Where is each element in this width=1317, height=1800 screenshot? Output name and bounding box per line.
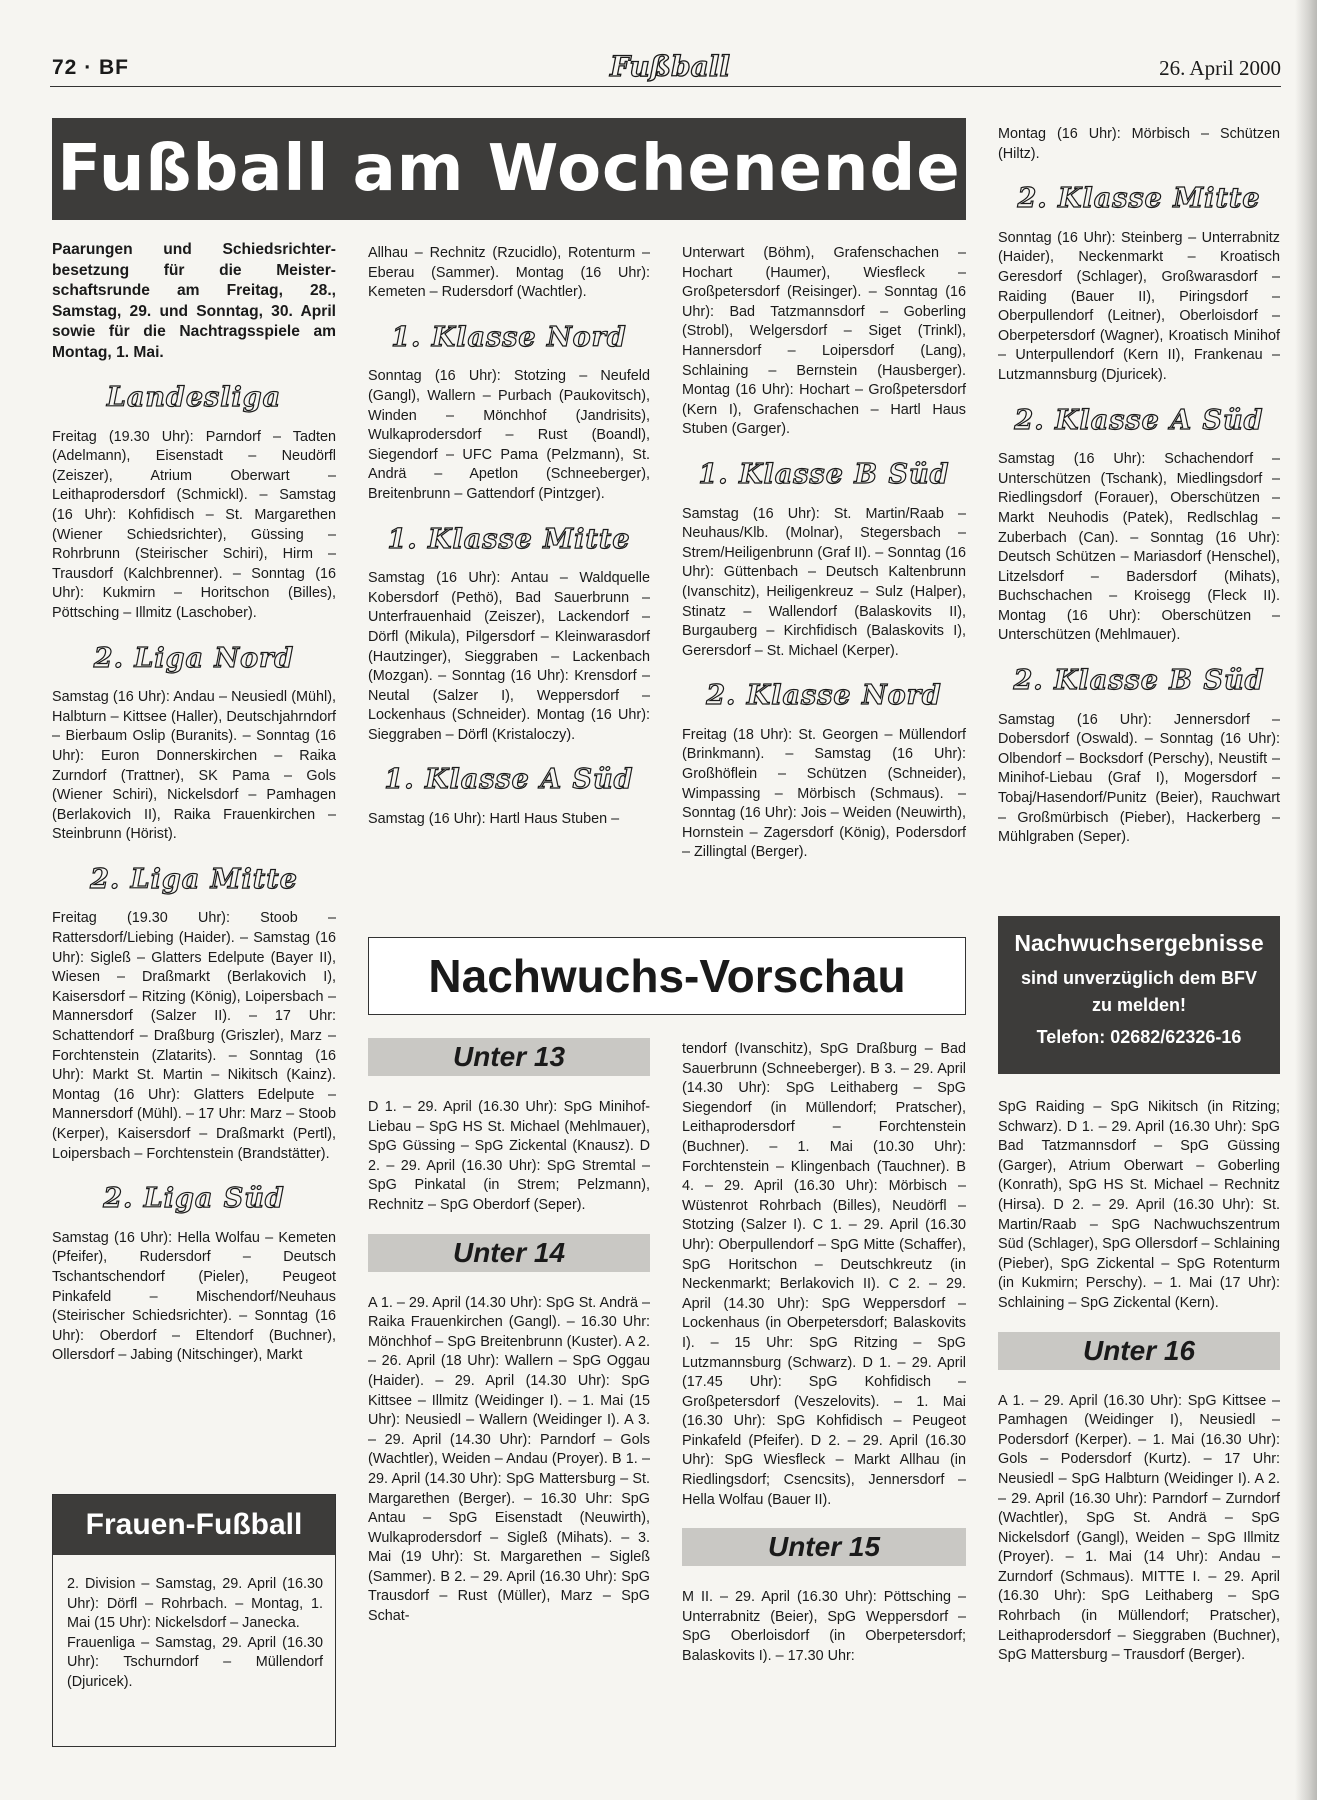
text-liga-mitte: Freitag (19.30 Uhr): Stoob – Rattersdorf/Liebing (Haider). – Samstag (16 Uhr): Sigleß – Glatters Edelpute (Bayer II), Wiesen – Draßmarkt (Berlakovich I), Kaisersdorf – Ritzing (König), Loipersbach – Mannersdorf (Salzer II). – 17 Uhr: Schattendorf – Draßburg (Griszler), Marz – Forchtenstein (Zlatarits). – Sonntag (16 Uhr): Markt St. Martin – Nikitsch (Kainz). Montag (16 Uhr): Glatters Edelpute – Mannersdorf (Mühl). – 17 Uhr: Marz – Stoob (Kerper), Kaisersdorf – Draßmarkt (Pertl), Loipersbach – Forchtenstein (Brandstätter). xyxy=(52,910,336,1162)
heading-k2-b-sued: 2. Klasse B Süd xyxy=(1013,665,1265,697)
text-liga-sued: Samstag (16 Uhr): Hella Wolfau – Kemeten (Pfeifer), Rudersdorf – Deutsch Tschantschendorf (Pieler), Peugeot Pinkafeld – Mischendorf/Neuhaus (Steirischer Schiedsrichter). – Sonntag (16 Uhr): Oberdorf – Eltendorf (Buchner), Ollersdorf – Jabing (Nitschinger), Markt xyxy=(52,1229,336,1364)
text-unter-13: D 1. – 29. April (16.30 Uhr): SpG Minihof-Liebau – SpG HS St. Michael (Mehlmauer), SpG Güssing – SpG Zickental (Knausz). D 2. – 29. April (16.30 Uhr): SpG Stremtal – SpG Pinkatal (in Strem; Pelzmann), Rechnitz – SpG Oberdorf (Seper). xyxy=(368,1099,650,1213)
heading-k2-nord: 2. Klasse Nord xyxy=(706,680,942,712)
heading-liga-mitte: 2. Liga Mitte xyxy=(90,863,298,895)
text-col4-top: Montag (16 Uhr): Mörbisch – Schützen (Hiltz). xyxy=(998,126,1280,162)
text-unter-14: A 1. – 29. April (14.30 Uhr): SpG St. Andrä – Raika Frauenkirchen (Gangl). – 16.30 Uhr: Mönchhof – SpG Breitenbrunn (Kuster). A 2. – 26. April (18 Uhr): Wallern – SpG Oggau (Haider). – 29. April (14.30 Uhr): SpG Kittsee – Illmitz (Weidinger I). – 1. Mai (15 Uhr): Neusiedl – Wallern (Weidinger I). A 3. – 29. April (14.30 Uhr): Parndorf – Gols (Wachtler), Weiden – Andau (Proyer). B 1. – 29. April (14.30 Uhr): SpG Mattersburg – St. Margarethen (Berger). – 16.30 Uhr: SpG Antau – SpG Eisenstadt (Neuwirth), Wulkaprodersdorf – Sigleß (Mihats). – 3. Mai (19 Uhr): St. Margarethen – Sigleß (Sammer). B 2. – 29. April (16.30 Uhr): SpG Trausdorf – Rust (Müller), Marz – SpG Schat- xyxy=(368,1294,650,1625)
text-unter-16: A 1. – 29. April (16.30 Uhr): SpG Kittsee – Pamhagen (Weidinger I), Neusiedl – Podersdorf (Kerper). – 1. Mai (16.30 Uhr): Gols – Podersdorf (Kurtz). – 17 Uhr: Neusiedl – SpG Halbturn (Weidinger I). A 2. – 29. April (16.30 Uhr): Parndorf – Zurndorf (Wachtler), SpG St. Andrä – SpG Nickelsdorf (Gangl), Weiden – SpG Illmitz (Proyer). – 1. Mai (14 Uhr): Andau – Zurndorf (Schmaus). MITTE I. – 29. April (16.30 Uhr): SpG Leithaberg – SpG Rohrbach (in Müllendorf; Pratscher), Leithaprodersdorf – Sieggraben (Buchner), SpG Mattersburg – Trausdorf (Berger). xyxy=(998,1392,1280,1664)
text-k1-mitte: Samstag (16 Uhr): Antau – Waldquelle Kobersdorf (Pethö), Bad Sauerbrunn – Unterfrauenhaid (Zeiszer), Lackendorf – Dörfl (Mikula), Pilgersdorf – Kleinwarasdorf (Hautzinger), Sieggraben – Lackenbach (Mozgan). – Sonntag (16 Uhr): Krensdorf – Neutal (Salzer I), Weppersdorf – Lockenhaus (Schneider). Montag (16 Uhr): Sieggraben – Dörfl (Kristaloczy). xyxy=(368,570,650,743)
ergebnisse-line-2: zu melden! xyxy=(1091,995,1186,1015)
text-k1-a-sued: Samstag (16 Uhr): Hartl Haus Stuben – xyxy=(368,811,620,828)
column-1 xyxy=(52,240,336,1366)
nachwuchs-headline: Nachwuchs-Vorschau xyxy=(368,937,966,1015)
ergebnisse-title: Nachwuchsergebnisse xyxy=(1014,930,1264,956)
heading-unter-14: Unter 14 xyxy=(368,1234,650,1272)
heading-unter-13: Unter 13 xyxy=(368,1038,650,1076)
heading-liga-sued: 2. Liga Süd xyxy=(103,1183,285,1215)
column-2 xyxy=(368,244,650,830)
column-3 xyxy=(682,244,966,863)
column-4-lower xyxy=(998,1098,1280,1666)
text-col2-top: Allhau – Rechnitz (Rzucidlo), Rotenturm – Eberau (Sammer). Montag (16 Uhr): Kemeten – Rudersdorf (Wachtler). xyxy=(368,245,650,301)
column-3-lower xyxy=(682,1040,966,1667)
section-title: Fußball xyxy=(609,50,730,83)
text-col4-lower: SpG Raiding – SpG Nikitsch (in Ritzing; Schwarz). D 1. – 29. April (16.30 Uhr): SpG Bad Tatzmannsdorf – SpG Güssing (Garger), Atrium Oberwart – Goberling (Konrath), SpG HS St. Michael – Rechnitz (Hirsa). D 2. – 29. April (16.30 Uhr): St. Martin/Raab – SpG Nachwuchszentrum Süd (Schlager), SpG Ollersdorf – Schlaining (Pieber), SpG Zickental – SpG Rotenturm (in Kukmirn; Perschy). – 1. Mai (17 Uhr): Schlaining – SpG Zickental (Kern). xyxy=(998,1099,1280,1311)
text-k2-b-sued: Samstag (16 Uhr): Jennersdorf – Dobersdorf (Oswald). – Sonntag (16 Uhr): Olbendorf – Bocksdorf (Perschy), Neustift – Minihof-Liebau (Graf I), Mogersdorf – Tobaj/Hasendorf/Punitz (Beier), Rauchwart – Großmürbisch (Pieber), Hackerberg – Mühlgraben (Seper). xyxy=(998,711,1280,846)
text-k2-mitte: Sonntag (16 Uhr): Steinberg – Unterrabnitz (Haider), Neckenmarkt – Kroatisch Geresdorf (Schlager), Großwarasdorf – Raiding (Bauer II), Piringsdorf – Oberpullendorf (Leitner), Oberloisdorf – Oberpetersdorf (Wagner), Kroatisch Minihof – Unterpullendorf (Kern II), Frankenau – Lutzmannsburg (Djuricek). xyxy=(998,229,1280,383)
heading-unter-15: Unter 15 xyxy=(682,1528,966,1566)
frauen-fussball-box xyxy=(52,1494,336,1747)
page-edge-shadow xyxy=(1295,0,1317,1800)
text-k2-a-sued: Samstag (16 Uhr): Schachendorf – Unterschützen (Tschank), Miedlingsdorf – Riedlingsdorf (Forauer), Oberschützen – Markt Neuhodis (Patek), Redlschlag – Zuberbach (Can). – Sonntag (16 Uhr): Deutsch Schützen – Mariasdorf (Henschel), Litzelsdorf – Badersdorf (Mihats), Buchschachen – Kroisegg (Fleck II). Montag (16 Uhr): Oberschützen – Unterschützen (Mehlmauer). xyxy=(998,451,1280,644)
text-k2-nord: Freitag (18 Uhr): St. Georgen – Müllendorf (Brinkmann). – Samstag (16 Uhr): Großhöflein – Schützen (Schneider), Wimpassing – Mörbisch (Schmaus). – Sonntag (16 Uhr): Jois – Weiden (Neuwirth), Hornstein – Zagersdorf (König), Podersdorf – Zillingtal (Berger). xyxy=(682,726,966,861)
heading-k1-a-sued: 1. Klasse A Süd xyxy=(384,764,634,796)
intro-text: Paarungen und Schiedsrichterbesetzung für die Meisterschaftsrunde am Freitag, 28., Samstag, 29. und Sonntag, 30. April sowie für die Nachtragsspiele am Montag, 1. Mai. xyxy=(52,241,336,361)
nachwuchsergebnisse-box xyxy=(998,916,1280,1074)
frauen-liga: Frauenliga – Samstag, 29. April (16.30 Uhr): Tschurndorf – Müllendorf (Djuricek). xyxy=(67,1634,323,1690)
heading-liga-nord: 2. Liga Nord xyxy=(93,642,295,674)
text-unter-15: M II. – 29. April (16.30 Uhr): Pöttsching – Unterrabnitz (Beier), SpG Weppersdorf – SpG Oberloisdorf (in Oberpetersdorf; Balaskovits I). – 17.30 Uhr: xyxy=(682,1589,966,1665)
column-2-lower xyxy=(368,1020,650,1627)
frauen-title: Frauen-Fußball xyxy=(53,1495,335,1555)
column-4 xyxy=(998,125,1280,848)
frauen-body xyxy=(53,1555,335,1693)
page-number: 72 · BF xyxy=(52,56,130,79)
text-col3-lower: tendorf (Ivanschitz), SpG Draßburg – Bad Sauerbrunn (Schneeberger). B 3. – 29. April (14.30 Uhr): SpG Leithaberg – SpG Siegendorf (in Müllendorf; Pratscher), Leithaprodersdorf – Forchtenstein (Buchner). – 1. Mai (10.30 Uhr): Forchtenstein – Klingenbach (Tauchner). B 4. – 29. April (16.30 Uhr): Mörbisch – Wüstenrot Rohrbach (Billes), Neudörfl – Stotzing (Salzer I). C 1. – 29. April (16.30 Uhr): Oberpullendorf – SpG Mitte (Schaffer), SpG Horitschon – Deutschkreutz (in Neckenmarkt; Berlakovich II). C 2. – 29. April (14.30 Uhr): SpG Weppersdorf – Lockenhaus (in Oberpetersdorf; Balaskovits I). – 15 Uhr: SpG Ritzing – SpG Lutzmannsburg (Schwarz). D 1. – 29. April (17.45 Uhr): SpG Kohfidisch – Großpetersdorf (Veszelovits). – 1. Mai (16.30 Uhr): SpG Kohfidisch – Peugeot Pinkafeld (Pfeifer). D 2. – 29. April (16.30 Uhr): SpG Wiesfleck – Markt Allhau (in Riedlingsdorf; Csencsits), Jennersdorf – Hella Wolfau (Bauer II). xyxy=(682,1041,966,1508)
text-liga-nord: Samstag (16 Uhr): Andau – Neusiedl (Mühl), Halbturn – Kittsee (Haller), Deutschjahrndorf – Bierbaum Oslip (Buranits). – Sonntag (16 Uhr): Euron Donnerskirchen – Raika Zurndorf (Trattner), SK Pama – Gols (Wiener Schiri), Nickelsdorf – Pamhagen (Berlakovich II), Raika Frauenkirchen – Steinbrunn (Hörist). xyxy=(52,689,336,843)
text-col3-top: Unterwart (Böhm), Grafenschachen – Hochart (Haumer), Wiesfleck – Großpetersdorf (Reisinger). – Sonntag (16 Uhr): Bad Tatzmannsdorf – Goberling (Strobl), Welgersdorf – Siget (Trinkl), Hannersdorf – Loipersdorf (Lang), Schlaining – Bernstein (Hausberger). Montag (16 Uhr): Hochart – Großpetersdorf (Kern I), Grafenschachen – Hartl Haus Stuben (Garger). xyxy=(682,245,966,438)
heading-landesliga: Landesliga xyxy=(106,382,282,413)
heading-k2-a-sued: 2. Klasse A Süd xyxy=(1014,404,1264,436)
ergebnisse-line-1: sind unverzüglich dem BFV xyxy=(1020,968,1258,988)
text-landesliga: Freitag (19.30 Uhr): Parndorf – Tadten (Adelmann), Eisenstadt – Neudörfl (Zeiszer), Atrium Oberwart – Leithaprodersdorf (Schmickl). – Samstag (16 Uhr): Kohfidisch – St. Margarethen (Wiener Schiedsrichter), Güssing – Rohrbrunn (Steirischer Schiri), Hirm – Trausdorf (Kalchbrenner). – Sonntag (16 Uhr): Kukmirn – Horitschon (Billes), Pöttsching – Illmitz (Laschober). xyxy=(52,428,336,621)
heading-unter-16: Unter 16 xyxy=(998,1332,1280,1370)
heading-k2-mitte: 2. Klasse Mitte xyxy=(1017,183,1261,215)
text-k1-b-sued: Samstag (16 Uhr): St. Martin/Raab – Neuhaus/Klb. (Molnar), Stegersbach – Strem/Heiligenbrunn (Graf II). – Sonntag (16 Uhr): Güttenbach – Deutsch Kaltenbrunn (Ivanschitz), Heiligenkreuz – Sulz (Halper), Stinatz – Wallendorf (Balaskovits II), Burgauberg – Kirchfidisch (Balaskovits I), Gerersdorf – St. Michael (Kerper). xyxy=(682,505,966,659)
text-k1-nord: Sonntag (16 Uhr): Stotzing – Neufeld (Gangl), Wallern – Purbach (Paukovitsch), Winden – Mönchhof (Jandrisits), Wulkaprodersdorf – Rust (Boandl), Siegendorf – UFC Pama (Pelzmann), St. Andrä – Apetlon (Schneeberger), Breitenbrunn – Gattendorf (Pintzger). xyxy=(368,368,650,502)
frauen-division: 2. Division – Samstag, 29. April (16.30 Uhr): Dörfl – Rohrbach. – Montag, 1. Mai (15 Uhr): Nickelsdorf – Janecka. xyxy=(67,1576,323,1632)
main-headline: Fußball am Wochenende xyxy=(52,118,966,220)
header-rule xyxy=(50,86,1281,87)
ergebnisse-phone: Telefon: 02682/62326-16 xyxy=(1036,1027,1242,1047)
issue-date: 26. April 2000 xyxy=(1159,56,1281,80)
heading-k1-b-sued: 1. Klasse B Süd xyxy=(698,458,950,490)
heading-k1-mitte: 1. Klasse Mitte xyxy=(387,523,631,555)
heading-k1-nord: 1. Klasse Nord xyxy=(391,321,627,353)
